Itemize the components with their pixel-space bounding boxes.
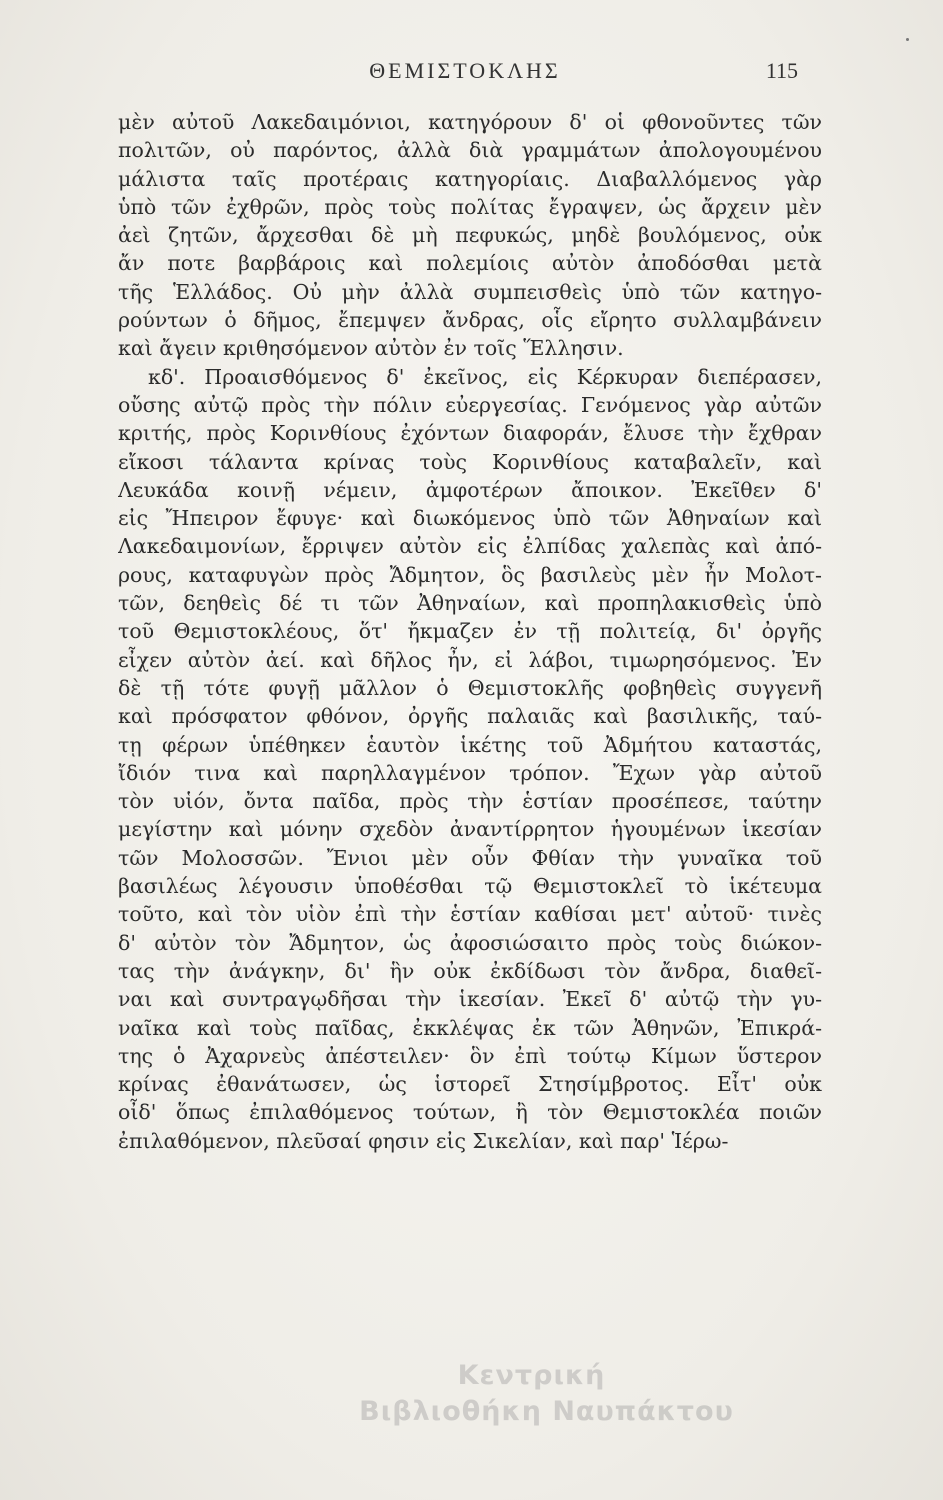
text-line: τῃ φέρων ὑπέθηκεν ἑαυτὸν ἱκέτης τοῦ Ἀδμήτου καταστάς,: [118, 732, 822, 757]
text-line: τας τὴν ἀνάγκην, δι' ἣν οὐκ ἐκδίδωσι τὸν ἄνδρα, διαθεῖ-: [118, 958, 822, 983]
text-line: οὔσης αὐτῷ πρὸς τὴν πόλιν εὐεργεσίας. Γενόμενος γὰρ αὐτῶν: [118, 392, 822, 417]
text-line: δ' αὐτὸν τὸν Ἄδμητον, ὡς ἀφοσιώσαιτο πρὸς τοὺς διώκον-: [118, 930, 822, 955]
text-line: πολιτῶν, οὐ παρόντος, ἀλλὰ διὰ γραμμάτων ἀπολογουμένου: [118, 138, 822, 163]
text-line: οἶδ' ὅπως ἐπιλαθόμενος τούτων, ἢ τὸν Θεμιστοκλέα ποιῶν: [118, 1100, 822, 1125]
text-line: ρούντων ὁ δῆμος, ἔπεμψεν ἄνδρας, οἷς εἴρητο συλλαμβάνειν: [118, 308, 822, 333]
text-line: ἴδιόν τινα καὶ παρηλλαγμένον τρόπον. Ἔχων γὰρ αὐτοῦ: [118, 760, 822, 785]
body-text: [118, 108, 822, 1155]
text-line: τῶν Μολοσσῶν. Ἔνιοι μὲν οὖν Φθίαν τὴν γυναῖκα τοῦ: [118, 845, 822, 870]
library-watermark-line-2: Βιβλιοθήκη Ναυπάκτου: [359, 1396, 734, 1427]
text-line: της ὁ Ἀχαρνεὺς ἀπέστειλεν· ὃν ἐπὶ τούτῳ Κίμων ὕστερον: [118, 1043, 822, 1068]
text-line: καὶ ἄγειν κριθησόμενον αὐτὸν ἐν τοῖς Ἕλλησιν.: [118, 336, 624, 361]
text-line: μεγίστην καὶ μόνην σχεδὸν ἀναντίρρητον ἡγουμένων ἱκεσίαν: [118, 817, 822, 842]
text-line: Λακεδαιμονίων, ἔρριψεν αὐτὸν εἰς ἐλπίδας χαλεπὰς καὶ ἀπό-: [118, 534, 822, 559]
text-line: ναῖκα καὶ τοὺς παῖδας, ἐκκλέψας ἐκ τῶν Ἀθηνῶν, Ἐπικρά-: [118, 1015, 822, 1040]
text-line: τοῦτο, καὶ τὸν υἱὸν ἐπὶ τὴν ἑστίαν καθίσαι μετ' αὐτοῦ· τινὲς: [118, 902, 822, 927]
text-line: τῆς Ἑλλάδος. Οὐ μὴν ἀλλὰ συμπεισθεὶς ὑπὸ τῶν κατηγο-: [118, 279, 822, 304]
text-line: κριτής, πρὸς Κορινθίους ἐχόντων διαφοράν, ἔλυσε τὴν ἔχθραν: [118, 421, 822, 446]
text-line: ρους, καταφυγὼν πρὸς Ἄδμητον, ὃς βασιλεὺς μὲν ἦν Μολοτ-: [118, 562, 822, 587]
text-line: κρίνας ἐθανάτωσεν, ὡς ἱστορεῖ Στησίμβροτος. Εἶτ' οὐκ: [118, 1072, 822, 1097]
running-head: ΘΕΜΙΣΤΟΚΛΗΣ: [369, 58, 561, 83]
text-line: τοῦ Θεμιστοκλέους, ὅτ' ἤκμαζεν ἐν τῇ πολιτείᾳ, δι' ὀργῆς: [118, 619, 822, 644]
page-number: 115: [765, 58, 798, 83]
text-line: εἰς Ἤπειρον ἔφυγε· καὶ διωκόμενος ὑπὸ τῶν Ἀθηναίων καὶ: [118, 506, 822, 531]
library-watermark-line-1: Κεντρική: [457, 1360, 606, 1391]
text-line: τὸν υἱόν, ὄντα παῖδα, πρὸς τὴν ἑστίαν προσέπεσε, ταύτην: [118, 789, 822, 814]
text-line: καὶ πρόσφατον φθόνον, ὀργῆς παλαιᾶς καὶ βασιλικῆς, ταύ-: [118, 704, 822, 729]
text-line: ναι καὶ συντραγῳδῆσαι τὴν ἱκεσίαν. Ἐκεῖ δ' αὐτῷ τὴν γυ-: [118, 987, 822, 1012]
text-line: τῶν, δεηθεὶς δέ τι τῶν Ἀθηναίων, καὶ προπηλακισθεὶς ὑπὸ: [118, 591, 822, 616]
text-line: εἴκοσι τάλαντα κρίνας τοὺς Κορινθίους καταβαλεῖν, καὶ: [118, 449, 822, 474]
text-line: μὲν αὐτοῦ Λακεδαιμόνιοι, κατηγόρουν δ' οἱ φθονοῦντες τῶν: [118, 110, 822, 134]
page-header: [120, 58, 810, 92]
text-line: κδ'. Προαισθόμενος δ' ἐκεῖνος, εἰς Κέρκυραν διεπέρασεν,: [148, 364, 822, 389]
text-line: μάλιστα ταῖς προτέραις κατηγορίαις. Διαβαλλόμενος γὰρ: [118, 166, 822, 191]
text-line: ὑπὸ τῶν ἐχθρῶν, πρὸς τοὺς πολίτας ἔγραψεν, ὡς ἄρχειν μὲν: [118, 194, 822, 219]
text-line: ἄν ποτε βαρβάροις καὶ πολεμίοις αὐτὸν ἀποδόσθαι μετὰ: [118, 251, 822, 276]
text-line: εἶχεν αὐτὸν ἀεί. καὶ δῆλος ἦν, εἰ λάβοι, τιμωρησόμενος. Ἐν: [118, 647, 822, 672]
text-line: βασιλέως λέγουσιν ὑποθέσθαι τῷ Θεμιστοκλεῖ τὸ ἱκέτευμα: [118, 874, 822, 899]
scan-speck: [906, 38, 909, 41]
text-line: ἐπιλαθόμενον, πλεῦσαί φησιν εἰς Σικελίαν, καὶ παρ' Ἱέρω-: [118, 1128, 729, 1153]
text-line: ἀεὶ ζητῶν, ἄρχεσθαι δὲ μὴ πεφυκώς, μηδὲ βουλόμενος, οὐκ: [118, 223, 822, 248]
text-line: δὲ τῇ τότε φυγῇ μᾶλλον ὁ Θεμιστοκλῆς φοβηθεὶς συγγενῆ: [118, 675, 822, 700]
text-line: Λευκάδα κοινῇ νέμειν, ἀμφοτέρων ἄποικον. Ἐκεῖθεν δ': [118, 477, 822, 502]
